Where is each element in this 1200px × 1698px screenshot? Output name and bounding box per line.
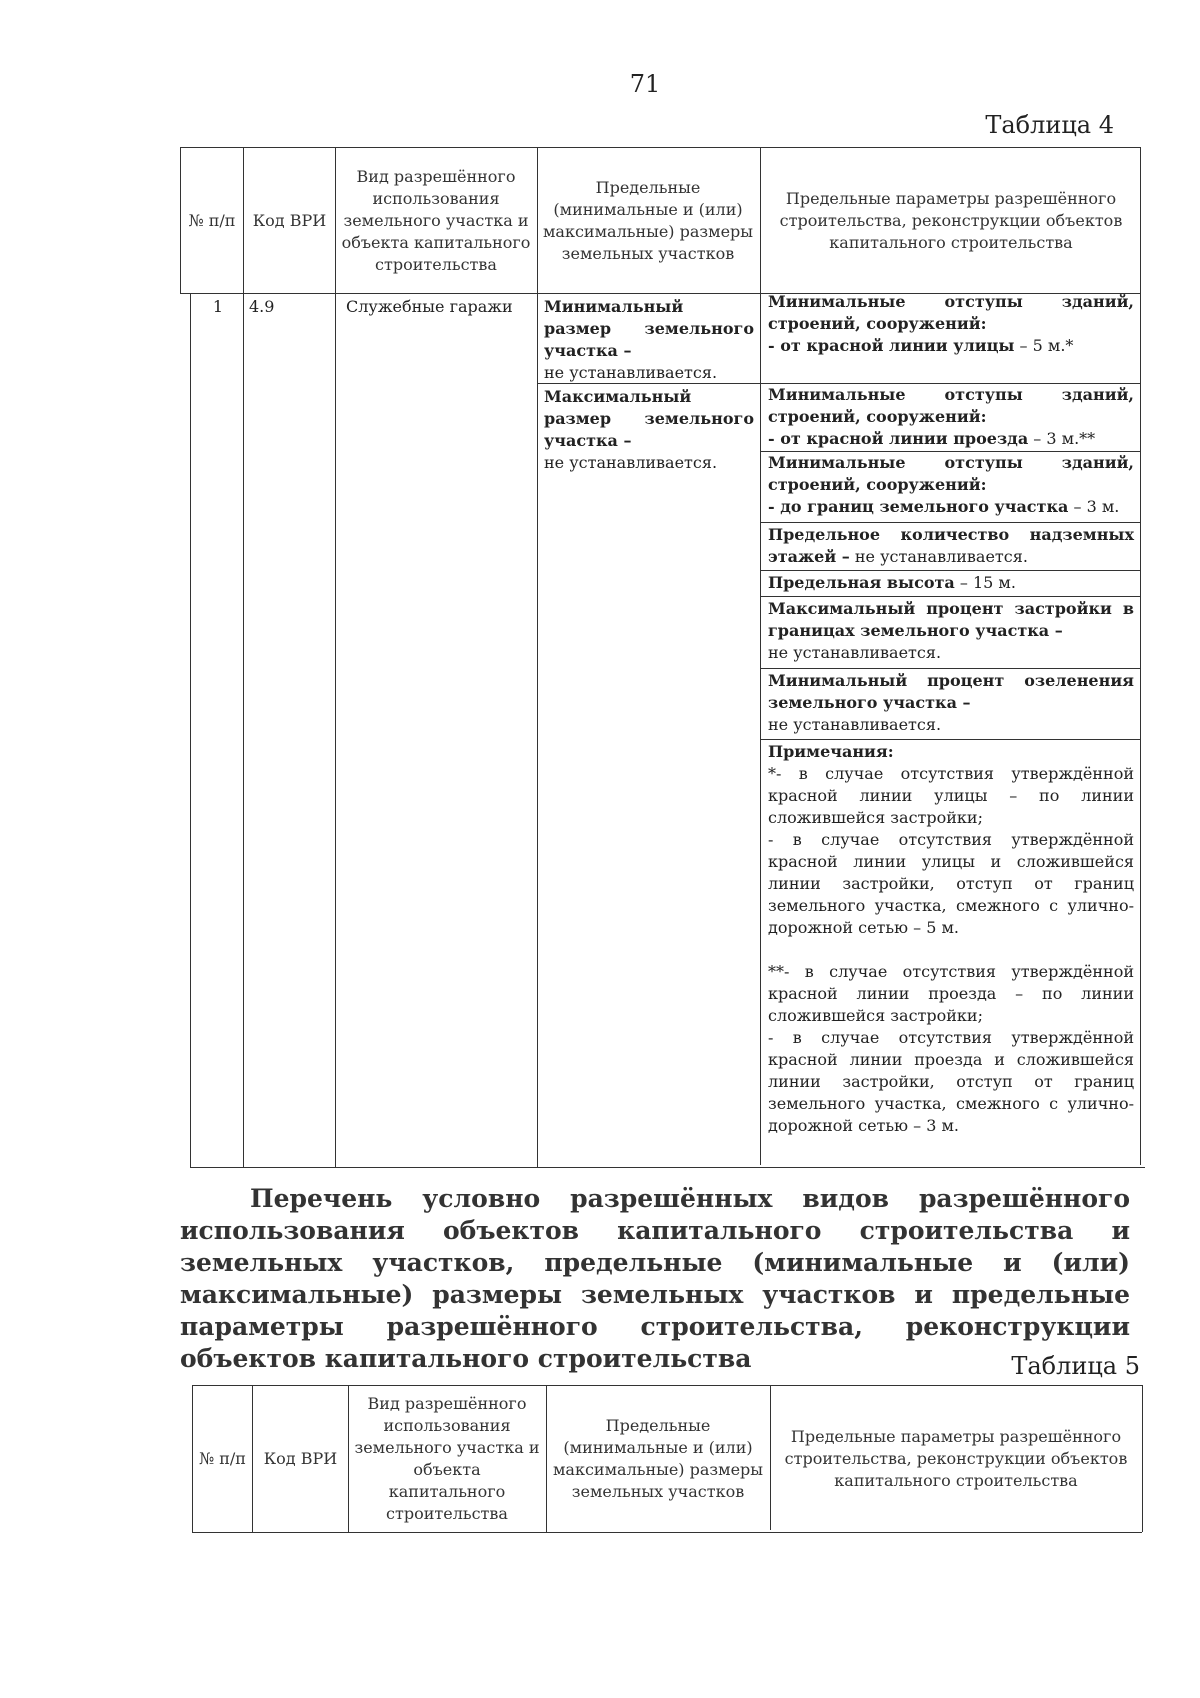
- row-num: 1: [212, 297, 224, 316]
- param-label: Минимальные отступы зданий, строений, сооружений:: [768, 453, 1134, 494]
- param-value: не устанавливается.: [849, 547, 1028, 566]
- max-size-cell: [544, 386, 754, 474]
- param-label: Максимальный процент застройки в границах земельного участка –: [768, 599, 1134, 640]
- param-label: Предельное количество надземных этажей –: [768, 525, 1134, 566]
- param-setback-passage: [768, 384, 1134, 450]
- param-floors: [768, 524, 1134, 568]
- t5-header-kind: Вид разрешённого использования земельного участка и объекта капитального строительства: [354, 1394, 540, 1523]
- param-label: Минимальные отступы зданий, строений, сооружений:: [768, 292, 1134, 333]
- note-1: *- в случае отсутствия утверждённой красной линии улицы – по линии сложившейся застройки;: [768, 764, 1134, 827]
- param-label: - от красной линии проезда: [768, 429, 1029, 448]
- notes-cell: [768, 741, 1134, 1137]
- notes-title: Примечания:: [768, 742, 894, 761]
- page-number: 71: [629, 70, 661, 98]
- note-4: - в случае отсутствия утверждённой красной линии проезда и сложившейся линии застройки, отступ от границ земельного участка, смежного с улично-дорожной сетью – 3 м.: [768, 1028, 1134, 1135]
- t5-header-sizes: Предельные (минимальные и (или) максимальные) размеры земельных участков: [552, 1416, 764, 1501]
- max-size-value: не устанавливается.: [544, 453, 718, 472]
- note-2: - в случае отсутствия утверждённой красной линии улицы и сложившейся линии застройки, отступ от границ земельного участка, смежного с улично-дорожной сетью – 5 м.: [768, 830, 1134, 937]
- param-value: не устанавливается.: [768, 643, 942, 662]
- header-num: № п/п: [188, 211, 236, 230]
- param-value: – 3 м.**: [1028, 429, 1096, 448]
- header-params: Предельные параметры разрешённого строительства, реконструкции объектов капитального строительства: [779, 189, 1123, 252]
- param-value: – 15 м.: [954, 573, 1016, 592]
- param-label: Минимальный процент озеленения земельного участка –: [768, 671, 1134, 712]
- header-kind: Вид разрешённого использования земельного участка и объекта капитального строительства: [341, 167, 531, 274]
- param-value: – 5 м.*: [1014, 336, 1074, 355]
- min-size-cell: [544, 296, 754, 384]
- table-4-caption: Таблица 4: [985, 111, 1114, 139]
- max-size-label: Максимальный размер земельного участка –: [544, 387, 754, 450]
- header-code: Код ВРИ: [252, 211, 327, 230]
- row-code: 4.9: [249, 297, 275, 316]
- param-setback-street: [768, 291, 1134, 357]
- param-value: не устанавливается.: [768, 715, 942, 734]
- table-5-caption: Таблица 5: [1011, 1352, 1140, 1380]
- param-min-greening: [768, 670, 1134, 736]
- section-heading: Перечень условно разрешённых видов разрешённого использования объектов капитального строительства и земельных участков, предельные (минимальные и (или) максимальные) размеры земельных участков и предельные параметры разрешённого строительства, реконструкции объектов капитального строительства: [180, 1184, 1130, 1373]
- header-sizes: Предельные (минимальные и (или) максимальные) размеры земельных участков: [542, 178, 754, 263]
- param-label: - до границ земельного участка: [768, 497, 1069, 516]
- note-3: **- в случае отсутствия утверждённой красной линии проезда – по линии сложившейся застройки;: [768, 962, 1134, 1025]
- t5-header-params: Предельные параметры разрешённого строительства, реконструкции объектов капитального строительства: [784, 1427, 1128, 1490]
- param-setback-border: [768, 452, 1134, 518]
- min-size-value: не устанавливается.: [544, 363, 718, 382]
- t5-header-num: № п/п: [199, 1449, 246, 1468]
- param-label: - от красной линии улицы: [768, 336, 1015, 355]
- param-label: Минимальные отступы зданий, строений, сооружений:: [768, 385, 1134, 426]
- param-label: Предельная высота: [768, 573, 955, 592]
- row-kind: Служебные гаражи: [346, 297, 513, 316]
- param-max-coverage: [768, 598, 1134, 664]
- min-size-label: Минимальный размер земельного участка –: [544, 297, 754, 360]
- t5-header-code: Код ВРИ: [263, 1449, 338, 1468]
- param-height: [768, 572, 1134, 594]
- param-value: – 3 м.: [1068, 497, 1120, 516]
